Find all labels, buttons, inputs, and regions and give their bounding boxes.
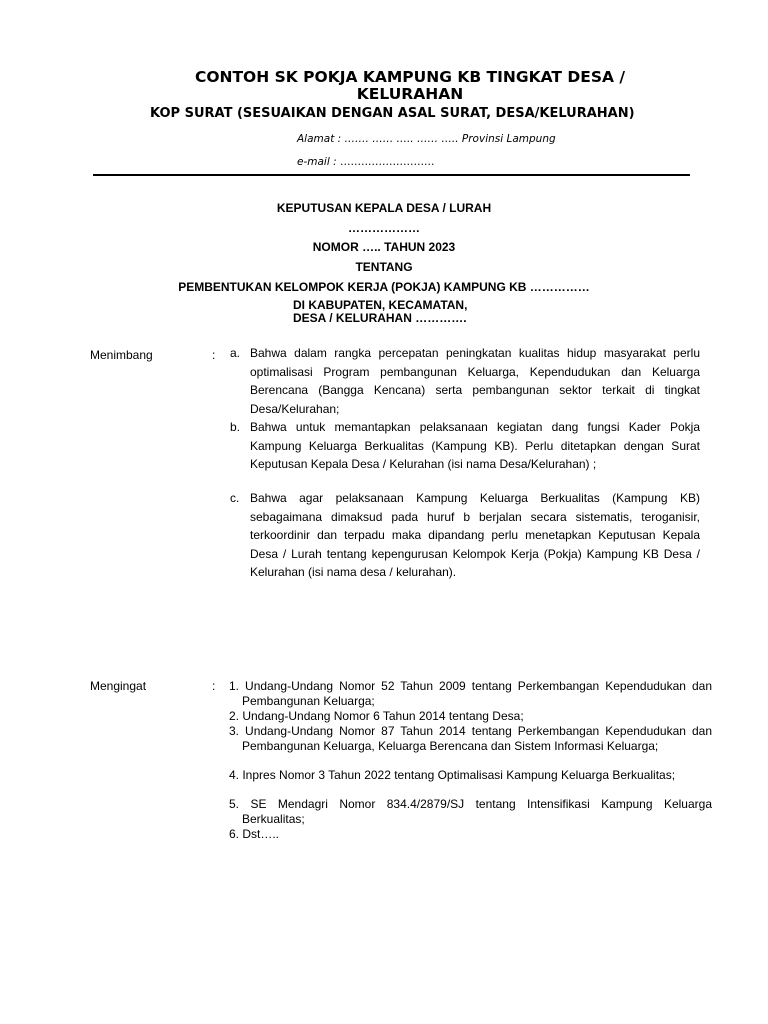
mengingat-item: [229, 827, 699, 842]
mengingat-item: [229, 679, 712, 708]
mengingat-item: [229, 768, 712, 783]
menimbang-item: [230, 489, 700, 584]
mengingat-item-marker: 2.: [229, 709, 243, 723]
mengingat-item-text: Undang-Undang Nomor 6 Tahun 2014 tentang Desa;: [242, 709, 524, 723]
mengingat-item-marker: 1.: [229, 679, 246, 693]
letterhead-placeholder: KOP SURAT (SESUAIKAN DENGAN ASAL SURAT, DESA/KELURAHAN): [150, 106, 635, 121]
mengingat-colon: :: [212, 679, 216, 693]
address-line: Alamat : ……. …… ….. …… ….. Provinsi Lampung: [297, 133, 556, 145]
mengingat-item-marker: 6.: [229, 827, 243, 841]
mengingat-item: [229, 724, 712, 753]
decree-location-1: DI KABUPATEN, KECAMATAN,: [293, 298, 468, 312]
mengingat-item-marker: 5.: [229, 797, 251, 811]
menimbang-label: Menimbang: [90, 348, 153, 362]
mengingat-item-text: Undang-Undang Nomor 52 Tahun 2009 tentang Perkembangan Kependudukan dan Pembangunan Keluarga;: [242, 679, 712, 708]
decree-official-name: ………………: [348, 221, 420, 235]
mengingat-item-text: Undang-Undang Nomor 87 Tahun 2014 tentang Perkembangan Kependudukan dan Pembangunan Keluarga, Keluarga Berencana dan Sistem Informasi Keluarga;: [242, 724, 712, 753]
decree-subject: PEMBENTUKAN KELOMPOK KERJA (POKJA) KAMPUNG KB ……………: [178, 280, 590, 294]
decree-heading: KEPUTUSAN KEPALA DESA / LURAH: [276, 201, 492, 215]
mengingat-label: Mengingat: [90, 679, 147, 693]
decree-tentang: TENTANG: [355, 260, 413, 274]
menimbang-item-text: Bahwa dalam rangka percepatan peningkatan kualitas hidup masyarakat perlu optimalisasi Program pembangunan Keluarga, Kependudukan dan Keluarga Berencana (Bangga Kencana) serta pembangunan sektor terkait di tingkat Desa/Kelurahan;: [250, 346, 700, 416]
menimbang-item-text: Bahwa agar pelaksanaan Kampung Keluarga Berkualitas (Kampung KB) sebagaimana dimaksud pada huruf b berjalan secara sistematis, teroganisir, terkoordinir dan terpadu maka dipandang perlu menetapkan Keputusan Kepala Desa / Lurah tentang kepengurusan Kelompok Kerja (Pokja) Kampung KB Desa / Kelurahan (isi nama desa / kelurahan).: [250, 491, 700, 579]
menimbang-item-text: Bahwa untuk memantapkan pelaksanaan kegiatan dang fungsi Kader Pokja Kampung Keluarga Berkualitas (Kampung KB). Perlu ditetapkan dengan Surat Keputusan Kepala Desa / Kelurahan (isi nama Desa/Kelurahan) ;: [250, 420, 700, 471]
menimbang-item-marker: b.: [230, 420, 241, 434]
mengingat-item-marker: 3.: [229, 724, 246, 738]
email-value: ………………………: [339, 156, 435, 168]
mengingat-item-marker: 4.: [229, 768, 243, 782]
letterhead-divider: [93, 174, 690, 176]
mengingat-item: [229, 797, 712, 826]
menimbang-item: [230, 418, 700, 494]
mengingat-item-text: SE Mendagri Nomor 834.4/2879/SJ tentang Intensifikasi Kampung Keluarga Berkualitas;: [242, 797, 712, 826]
decree-location-2: DESA / KELURAHAN ………….: [293, 311, 467, 325]
decree-number: NOMOR ….. TAHUN 2023: [312, 240, 456, 254]
menimbang-item: [230, 344, 700, 420]
mengingat-item-text: Dst…..: [242, 827, 280, 841]
menimbang-colon: :: [212, 348, 216, 362]
mengingat-item-text: Inpres Nomor 3 Tahun 2022 tentang Optimalisasi Kampung Keluarga Berkualitas;: [242, 768, 676, 782]
menimbang-item-marker: a.: [230, 346, 241, 360]
mengingat-item: [229, 709, 699, 724]
email-line: [297, 156, 434, 169]
email-label: e-mail :: [297, 156, 337, 168]
document-title: CONTOH SK POKJA KAMPUNG KB TINGKAT DESA / KELURAHAN: [194, 68, 626, 103]
menimbang-item-marker: c.: [230, 491, 240, 505]
